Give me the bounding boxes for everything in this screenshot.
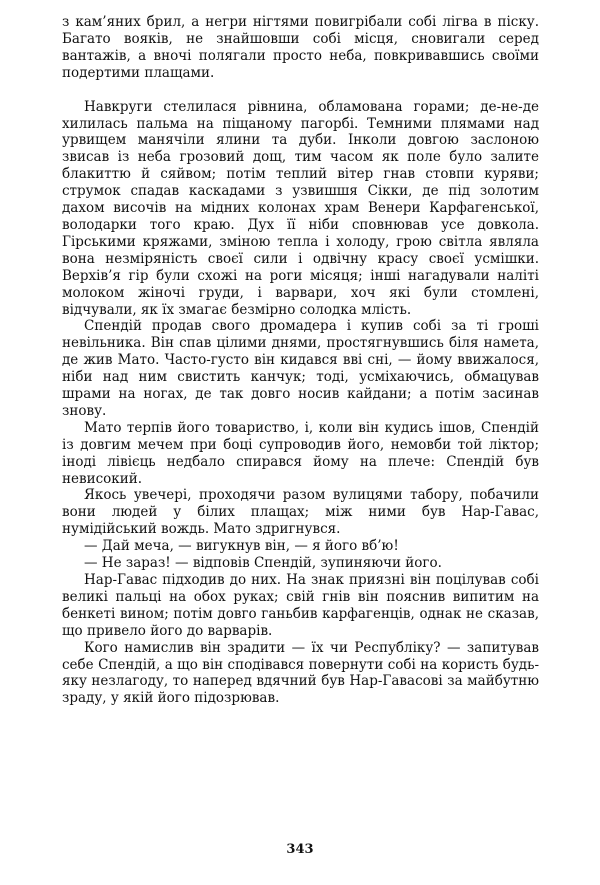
dialogue-line-matho: — Дай меча, — вигукнув він, — я його вб’ю!: [84, 538, 399, 555]
dialogue-line-spendius: — Не зараз! — відповів Спендій, зупиняючи його.: [84, 555, 442, 572]
paragraph-matho-companion: Мато терпів його товариство, і, коли він кудись ішов, Спендій із довгим мечем при боці супроводив його, немовби той ліктор; іноді лівієць недбало спирався йому на плече: Спендій був невисокий.: [62, 419, 539, 487]
paragraph-evening-walk: Якось увечері, проходячи разом вулицями табору, побачили вони людей у білих плащах; між ними був Нар-Гавас, нумідійський вождь. Мато здригнувся.: [62, 487, 539, 538]
body-text: [62, 14, 539, 707]
paragraph-spendius-slave: Спендій продав свого дромадера і купив собі за ті гроші невільника. Він спав цілими днями, простягнувшись біля намета, де жив Мато. Часто-густо він кидався вві сні, — йому ввижалося, ніби над ним свистить канчук; тоді, усміхаючись, обмацував шрами на ногах, де так довго носив кайдани; а потім засинав знову.: [62, 318, 539, 419]
paragraph-continuation: з кам’яних брил, а негри нігтями повигрібали собі лігва в піску. Багато вояків, не знайшовши собі місця, сновигали серед вантажів, а вночі полягали просто неба, повкривавшись своїми подертими плащами.: [62, 14, 539, 81]
paragraph-betrayal-question: Кого намислив він зрадити — їх чи Республіку? — запитував себе Спендій, а що він сподівався повернути собі на користь будь-яку незлагоду, то наперед вдячний був Нар-Гавасові за майбутню зраду, у якій його підозрював.: [62, 639, 539, 707]
page-number: 343: [286, 842, 314, 857]
paragraph-landscape: Навкруги стелилася рівнина, обламована горами; де-не-де хилилась пальма на піщаному пагорбі. Темними плямами над урвищем манячіли ялини та дуби. Інколи довгою заслоною звисав із неба грозовий дощ, тим часом як поле було залите блакиттю й сяйвом; потім теплий вітер гнав стовпи куряви; струмок спадав каскадами з узвишшя Сікки, де під золотим дахом височів на мідних колонах храм Венери Карфагенської, володарки того краю. Дух її ніби сповнював усе довкола. Гірськими кряжами, зміною тепла і холоду, грою світла являла вона незміряність своєї сили і одвічну красу своєї усмішки. Верхів’я гір були схожі на роги місяця; інші нагадували наліті молоком жіночі груди, і варвари, хоч які були стомлені, відчували, як їх змагає безмірно солодка млість.: [62, 98, 539, 318]
paragraph-narr-havas: Нар-Гавас підходив до них. На знак приязні він поцілував собі великі пальці на обох руках; свій гнів він пояснив випитим на бенкеті вином; потім довго ганьбив карфагенців, однак не сказав, що привело його до варварів.: [62, 572, 539, 639]
